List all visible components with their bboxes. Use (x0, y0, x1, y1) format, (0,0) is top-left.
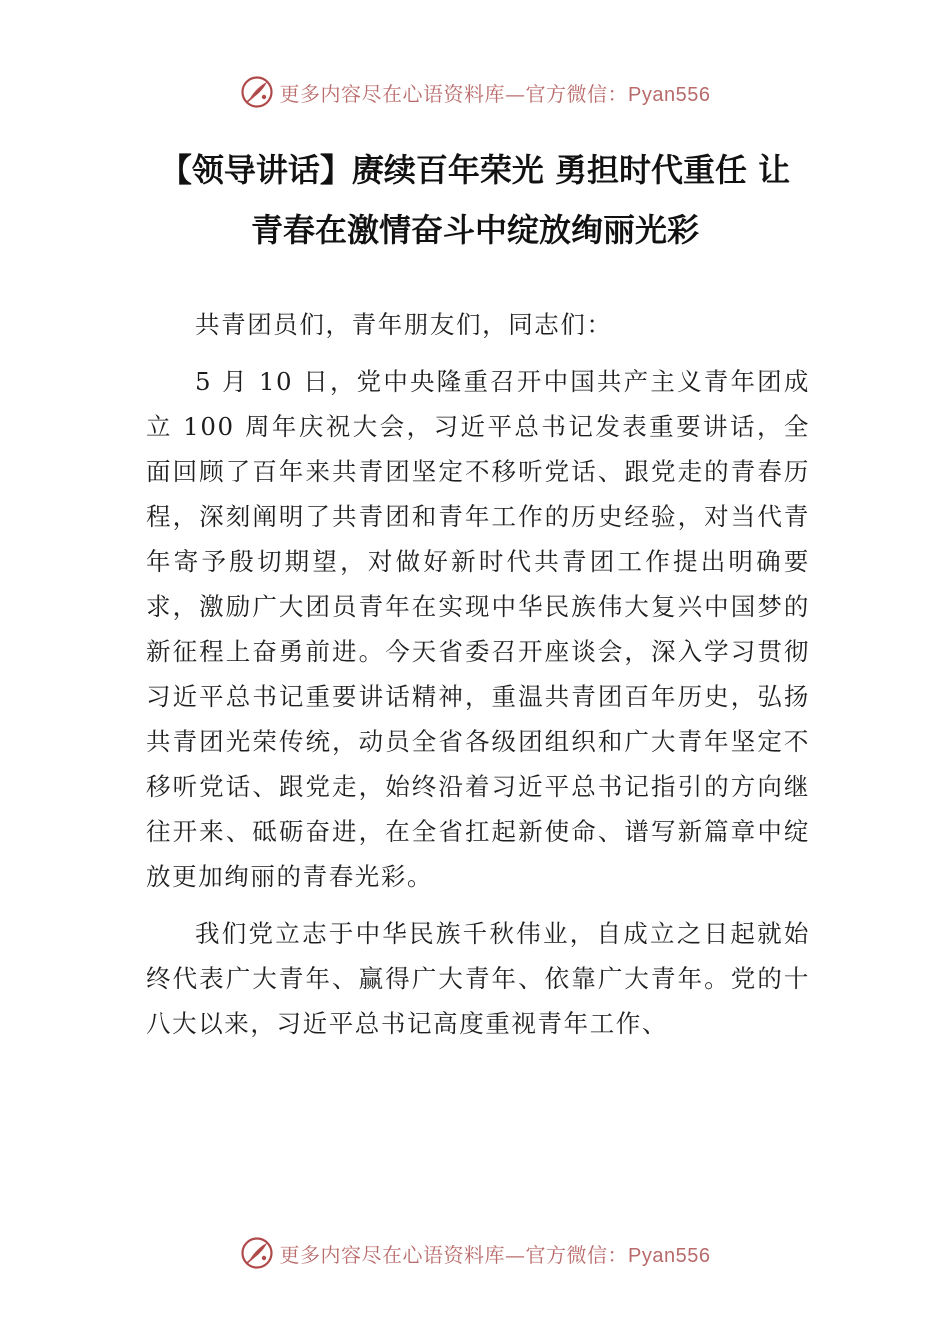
footer-banner (0, 1233, 950, 1273)
feather-circle-logo-icon (240, 1236, 274, 1270)
banner-wechat-id: Pyan556 (628, 83, 711, 106)
document-title (120, 140, 830, 260)
feather-circle-logo-icon (240, 75, 274, 109)
title-line-2: 青春在激情奋斗中绽放绚丽光彩 (250, 211, 699, 249)
footer-banner-text: 更多内容尽在心语资料库—官方微信： (279, 1242, 629, 1267)
document-body (146, 302, 810, 1058)
salutation-paragraph: 共青团员们，青年朋友们，同志们： (195, 310, 613, 339)
header-banner (0, 72, 950, 112)
title-line-1: 【领导讲话】赓续百年荣光 勇担时代重任 让 (159, 151, 791, 189)
banner-text: 更多内容尽在心语资料库—官方微信： (279, 81, 629, 106)
body-paragraph: 我们党立志于中华民族千秋伟业，自成立之日起就始终代表广大青年、赢得广大青年、依靠广大青年。党的十八大以来，习近平总书记高度重视青年工作、 (146, 919, 810, 1038)
body-paragraph: 5 月 10 日，党中央隆重召开中国共产主义青年团成立 100 周年庆祝大会，习近平总书记发表重要讲话，全面回顾了百年来共青团坚定不移听党话、跟党走的青春历程，深刻阐明了共青团和青年工作的历史经验，对当代青年寄予殷切期望，对做好新时代共青团工作提出明确要求，激励广大团员青年在实现中华民族伟大复兴中国梦的新征程上奋勇前进。今天省委召开座谈会，深入学习贯彻习近平总书记重要讲话精神，重温共青团百年历史，弘扬共青团光荣传统，动员全省各级团组织和广大青年坚定不移听党话、跟党走，始终沿着习近平总书记指引的方向继往开来、砥砺奋进，在全省扛起新使命、谱写新篇章中绽放更加绚丽的青春光彩。 (146, 367, 810, 891)
footer-wechat-id: Pyan556 (628, 1244, 711, 1267)
